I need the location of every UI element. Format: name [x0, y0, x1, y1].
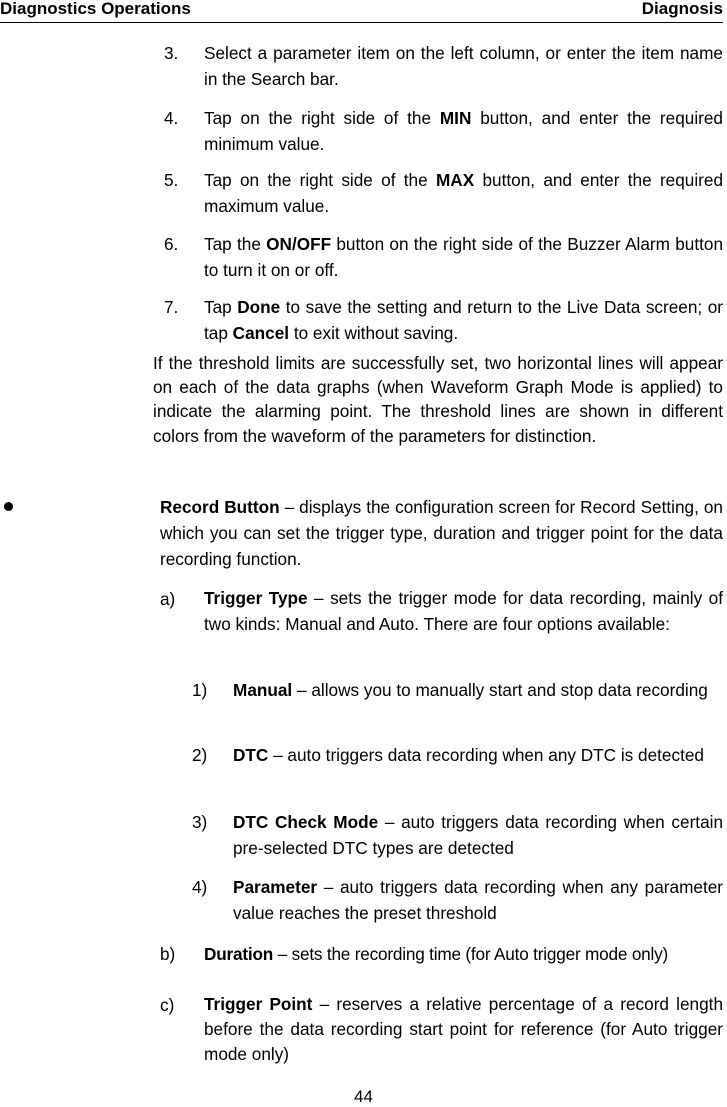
option-number: 1) — [192, 680, 208, 700]
step-number: 7. — [164, 297, 179, 317]
sub-item-text: Trigger Type – sets the trigger mode for data recording, mainly of two kinds: Manual and Auto. There are four options available: — [204, 588, 723, 634]
sub-item-label: a) — [160, 589, 176, 609]
cancel-button-label: Cancel — [232, 323, 290, 343]
step-number: 4. — [164, 108, 179, 128]
step-text: Tap on the right side of the MIN button, and enter the required minimum value. — [204, 108, 723, 154]
step-text: Tap on the right side of the MAX button, and enter the required maximum value. — [204, 170, 723, 216]
max-button-label: MAX — [435, 170, 475, 190]
step-number: 3. — [164, 43, 179, 63]
page-number: 44 — [354, 1087, 373, 1106]
bullet-icon — [4, 502, 13, 511]
header-chapter-title: Diagnosis — [641, 0, 723, 18]
step-text: Tap the ON/OFF button on the right side of the Buzzer Alarm button to turn it on or off. — [204, 234, 724, 280]
option-number: 2) — [192, 745, 208, 765]
option-text: DTC – auto triggers data recording when any DTC is detected — [233, 745, 704, 765]
step-text: Tap Done to save the setting and return to the Live Data screen; or tap Cancel to exit without saving. — [204, 297, 723, 343]
step-number: 6. — [164, 234, 179, 254]
option-number: 3) — [192, 812, 208, 832]
min-button-label: MIN — [439, 108, 472, 128]
option-text: DTC Check Mode – auto triggers data recording when certain pre-selected DTC types are detected — [233, 812, 724, 858]
record-button-description: Record Button – displays the configuration screen for Record Setting, on which you can set the trigger type, duration and trigger point for the data recording function. — [160, 497, 723, 569]
done-button-label: Done — [237, 297, 281, 317]
threshold-paragraph: If the threshold limits are successfully set, two horizontal lines will appear on each of the data graphs (when Waveform Graph Mode is applied) to indicate the alarming point. The threshold lines are shown in different colors from the waveform of the parameters for distinction. — [153, 353, 723, 446]
page-header — [0, 0, 723, 23]
onoff-button-label: ON/OFF — [266, 234, 332, 254]
option-text: Manual – allows you to manually start and stop data recording — [233, 680, 708, 700]
header-section-title: Diagnostics Operations — [0, 0, 191, 18]
sub-item-label: b) — [160, 944, 176, 964]
option-number: 4) — [192, 877, 208, 897]
option-text: Parameter – auto triggers data recording when any parameter value reaches the preset threshold — [233, 877, 723, 923]
record-button-title: Record Button — [160, 497, 280, 517]
sub-item-text: Trigger Point – reserves a relative percentage of a record length before the data recording start point for reference (for Auto trigger mode only) — [204, 994, 723, 1064]
step-number: 5. — [164, 170, 179, 190]
step-text: Select a parameter item on the left column, or enter the item name in the Search bar. — [204, 43, 723, 89]
sub-item-text: Duration – sets the recording time (for Auto trigger mode only) — [204, 944, 669, 964]
sub-item-label: c) — [160, 995, 175, 1015]
